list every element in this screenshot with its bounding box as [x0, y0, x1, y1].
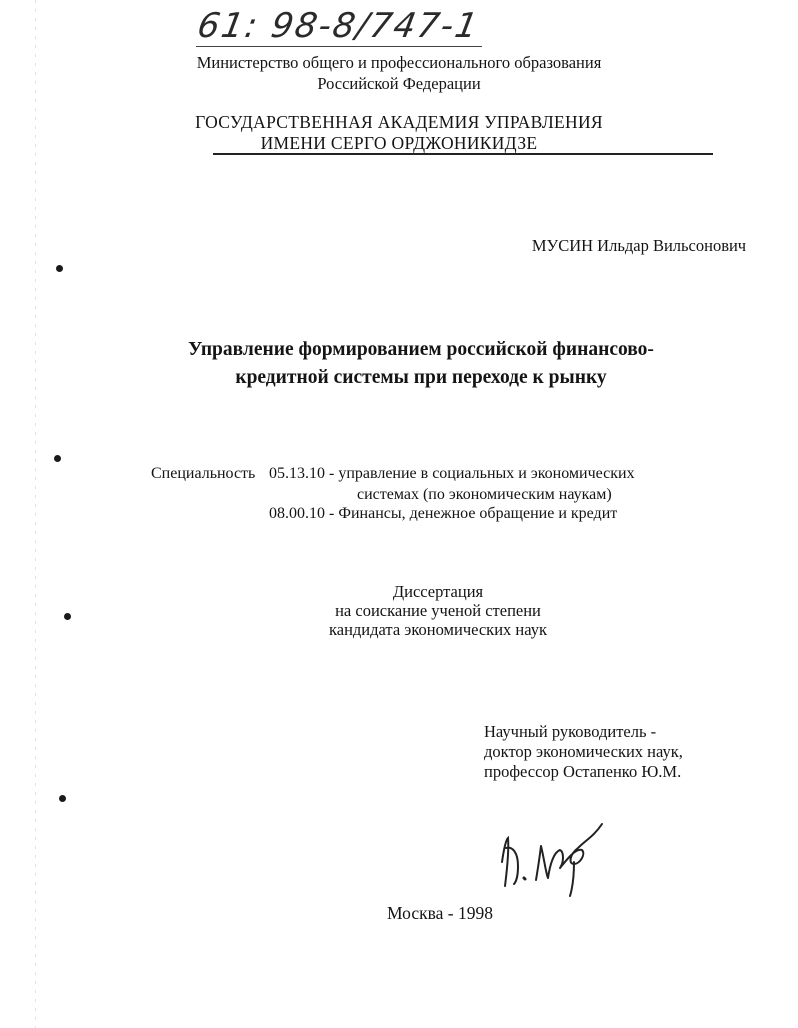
- title-line-1: Управление формированием российской финансово-: [188, 339, 654, 360]
- specialty-line-2: системах (по экономическим наукам): [357, 486, 612, 503]
- supervisor-block: [484, 722, 683, 782]
- archive-code-underline: [196, 46, 482, 47]
- academy-line-1: ГОСУДАРСТВЕННАЯ АКАДЕМИЯ УПРАВЛЕНИЯ: [195, 112, 603, 132]
- supervisor-line-2: доктор экономических наук,: [484, 742, 683, 761]
- header-divider: [213, 153, 713, 155]
- punch-hole-mark: [54, 455, 61, 462]
- specialty-label: Специальность: [151, 465, 256, 482]
- supervisor-line-3: профессор Остапенко Ю.М.: [484, 762, 682, 781]
- title-line-2: кредитной системы при переходе к рынку: [235, 367, 607, 388]
- punch-hole-mark: [59, 795, 66, 802]
- dissertation-line-2: на соискание ученой степени: [335, 601, 541, 620]
- ministry-heading: [0, 52, 798, 94]
- scan-edge-artifact: [35, 0, 36, 1028]
- author-name: МУСИН Ильдар Вильсонович: [531, 236, 747, 255]
- archive-code-handwritten: 61: 98-8/747-1: [194, 6, 483, 46]
- academy-heading: [0, 112, 798, 154]
- dissertation-line-1: Диссертация: [392, 582, 484, 601]
- punch-hole-mark: [56, 265, 63, 272]
- ministry-line-2: Российской Федерации: [317, 74, 481, 93]
- specialty-line-3: 08.00.10 - Финансы, денежное обращение и кредит: [269, 505, 618, 522]
- dissertation-purpose: [39, 582, 798, 639]
- signature-handwritten: [494, 818, 614, 898]
- ministry-line-1: Министерство общего и профессионального образования: [196, 53, 602, 72]
- city-year: Москва - 1998: [387, 903, 493, 923]
- specialty-line-1: 05.13.10 - управление в социальных и экономических: [269, 465, 635, 482]
- supervisor-line-1: Научный руководитель -: [484, 722, 657, 741]
- dissertation-line-3: кандидата экономических наук: [328, 620, 547, 639]
- dissertation-title: [22, 336, 798, 392]
- academy-line-2: ИМЕНИ СЕРГО ОРДЖОНИКИДЗЕ: [260, 133, 538, 153]
